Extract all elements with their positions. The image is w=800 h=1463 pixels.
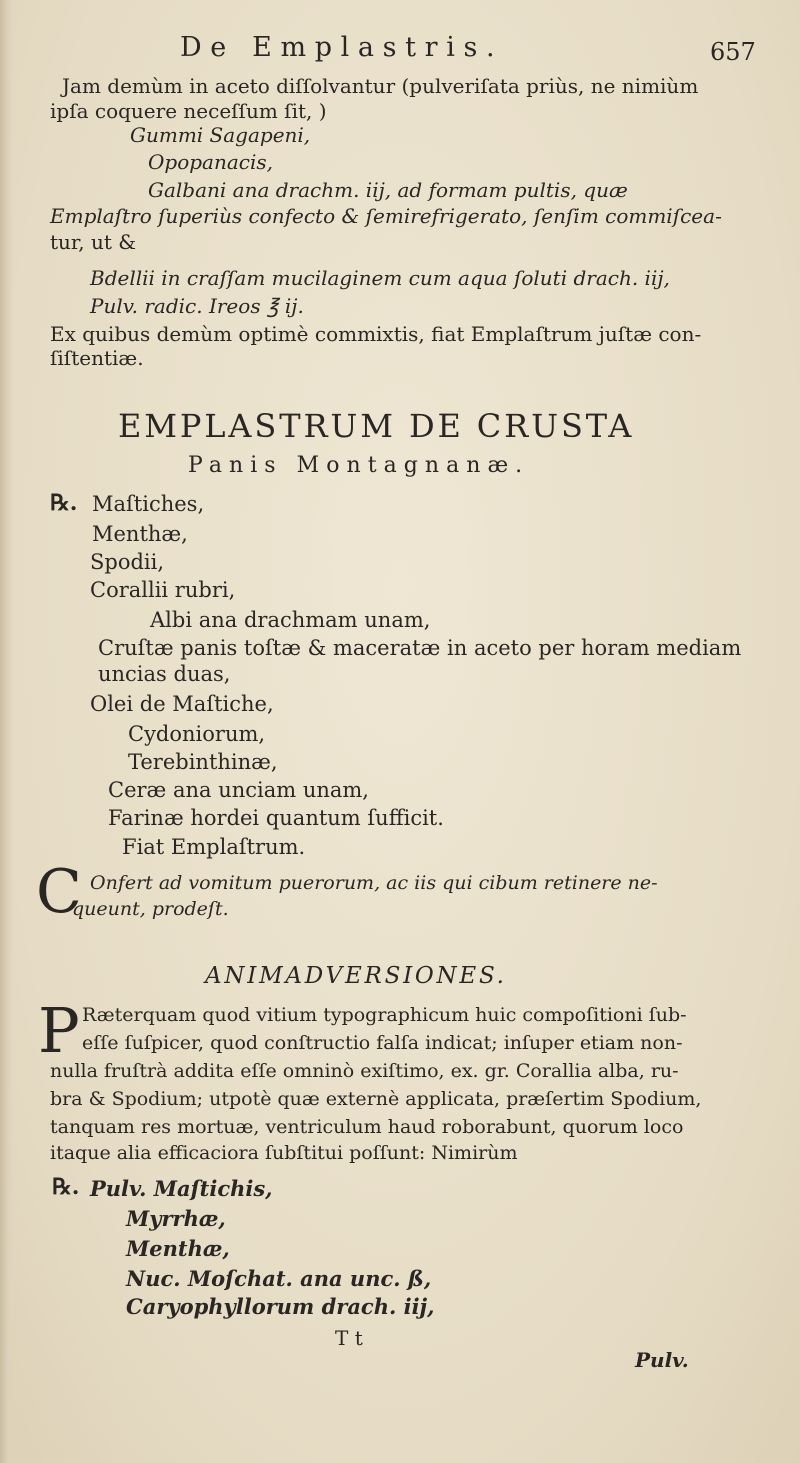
ingredient-line: Albi ana drachmam unam, (150, 608, 431, 632)
recipe-symbol: ℞. (52, 1174, 80, 1200)
text-line: itaque alia efficaciora ſubſtitui poſſunt: Nimirùm (50, 1142, 518, 1164)
signature-mark: T t (335, 1326, 363, 1350)
catchword: Pulv. (635, 1348, 689, 1372)
ingredient-line: Fiat Emplaſtrum. (122, 835, 306, 859)
text-line: Ex quibus demùm optimè commixtis, fiat Emplaſtrum juſtæ con- (50, 322, 702, 346)
ingredient-line: Corallii rubri, (90, 578, 236, 602)
page-gutter-shadow (0, 0, 14, 1463)
page-number: 657 (710, 38, 756, 66)
ingredient-line: Menthæ, (126, 1236, 230, 1261)
section-title: EMPLASTRUM DE CRUSTA (118, 407, 635, 445)
ingredient-line: Olei de Maſtiche, (90, 692, 274, 716)
ingredient-line: Myrrhæ, (126, 1206, 226, 1231)
ingredient-line: Gummi Sagapeni, (130, 123, 311, 147)
text-line: ſiſtentiæ. (50, 346, 144, 370)
text-line: ipſa coquere neceſſum ſit, ) (50, 99, 327, 123)
ingredient-line: Terebinthinæ, (128, 750, 278, 774)
section-subtitle: Panis Montagnanæ. (188, 453, 530, 478)
ingredient-line: Cydoniorum, (128, 722, 266, 746)
drop-cap: P (38, 994, 80, 1067)
ingredient-line: uncias duas, (98, 662, 231, 686)
ingredient-line: Maſtiches, (92, 492, 205, 516)
ingredient-line: Menthæ, (92, 522, 188, 546)
text-line: Ræterquam quod vitium typographicum huic compoſitioni ſub- (82, 1004, 687, 1026)
text-line: tur, ut & (50, 230, 137, 254)
section-heading: ANIMADVERSIONES. (205, 963, 507, 989)
ingredient-line: Spodii, (90, 550, 165, 574)
ingredient-line: Pulv. radic. Ireos ℥ ij. (90, 294, 304, 318)
text-line: Emplaſtro ſuperiùs confecto & ſemirefrigerato, ſenſim commiſcea- (50, 204, 722, 228)
ingredient-line: Opopanacis, (148, 150, 273, 174)
text-line: Onfert ad vomitum puerorum, ac iis qui cibum retinere ne- (90, 872, 658, 894)
ingredient-line: Pulv. Maſtichis, (90, 1176, 273, 1201)
running-head: De Emplastris. (180, 32, 504, 63)
text-line: bra & Spodium; utpotè quæ externè applicata, præſertim Spodium, (50, 1088, 702, 1110)
text-line: Galbani ana drachm. iij, ad formam pultis, quæ (148, 178, 628, 202)
ingredient-line: Ceræ ana unciam unam, (108, 778, 369, 802)
drop-cap: C (36, 857, 82, 927)
text-line: Jam demùm in aceto diſſolvantur (pulveriſata priùs, ne nimiùm (62, 74, 699, 98)
text-line: eſſe ſuſpicer, quod conſtructio falſa indicat; inſuper etiam non- (82, 1032, 683, 1054)
text-line: queunt, prodeſt. (72, 898, 229, 920)
text-line: tanquam res mortuæ, ventriculum haud roborabunt, quorum loco (50, 1116, 684, 1138)
ingredient-line: Farinæ hordei quantum ſufficit. (108, 806, 444, 830)
ingredient-line: Caryophyllorum drach. iij, (126, 1294, 435, 1319)
text-line: nulla fruſtrà addita eſſe omninò exiſtimo, ex. gr. Corallia alba, ru- (50, 1060, 679, 1082)
ingredient-line: Bdellii in craſſam mucilaginem cum aqua ſoluti drach. iij, (90, 266, 670, 290)
ingredient-line: Cruſtæ panis toſtæ & maceratæ in aceto per horam mediam (98, 636, 742, 660)
ingredient-line: Nuc. Moſchat. ana unc. ß, (126, 1266, 432, 1291)
recipe-symbol: ℞. (50, 490, 78, 516)
